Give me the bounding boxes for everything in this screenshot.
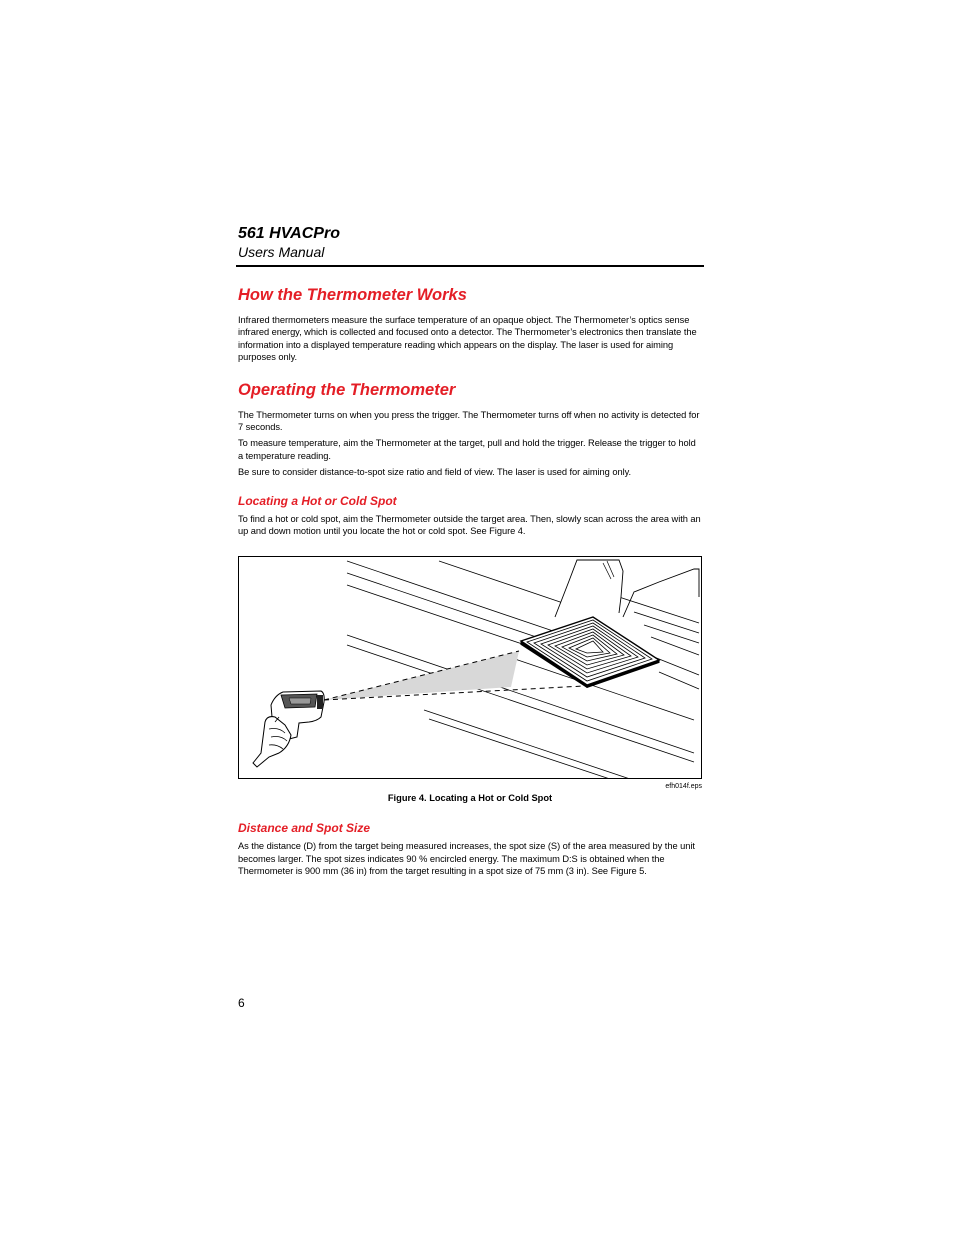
page-content	[238, 284, 702, 882]
paragraph: As the distance (D) from the target being measured increases, the spot size (S) of the area measured by the unit becomes larger. The spot sizes indicates 90 % encircled energy. The maximum D:S is obtained when the Thermometer is 900 mm (36 in) from the target resulting in a spot size of 75 mm (3 in). See Figure 5.	[238, 841, 695, 877]
figure-4-illustration	[238, 556, 702, 779]
figure-file-name: efh014f.eps	[665, 783, 702, 791]
ceiling-diffuser	[521, 617, 659, 688]
section-operating-thermometer	[238, 379, 702, 479]
paragraph: To find a hot or cold spot, aim the Thermometer outside the target area. Then, slowly scan across the area with an up and down motion until you locate the hot or cold spot. See Figure 4.	[238, 513, 701, 537]
duct-right	[623, 569, 699, 617]
paragraph: The Thermometer turns on when you press the trigger. The Thermometer turns off when no activity is detected for 7 seconds.	[238, 409, 700, 433]
ir-thermometer-in-hand	[253, 691, 324, 767]
section-how-thermometer-works	[238, 284, 702, 364]
page-header	[238, 224, 704, 261]
header-rule	[236, 265, 704, 267]
paragraph: Be sure to consider distance-to-spot size ratio and field of view. The laser is used for aiming only.	[238, 467, 632, 478]
ceiling-lines	[347, 561, 699, 778]
subsection-title: Locating a Hot or Cold Spot	[238, 493, 397, 508]
manual-subtitle: Users Manual	[238, 244, 325, 260]
paragraph: Infrared thermometers measure the surface temperature of an opaque object. The Thermometer’s optics sense infrared energy, which is collected and focused onto a detector. The Thermometer’s electronics then translate the information into a displayed temperature reading which appears on the display. The laser is used for aiming purposes only.	[238, 315, 697, 363]
figure-caption: Figure 4. Locating a Hot or Cold Spot	[387, 793, 553, 804]
section-distance-spot-size	[238, 820, 702, 877]
product-title: 561 HVACPro	[238, 225, 340, 242]
section-locating-hot-cold-spot	[238, 493, 702, 538]
section-title: Operating the Thermometer	[238, 380, 456, 399]
ceiling-vent-illustration	[239, 557, 701, 778]
duct-left	[555, 560, 623, 617]
subsection-title: Distance and Spot Size	[238, 821, 371, 836]
paragraph: To measure temperature, aim the Thermometer at the target, pull and hold the trigger. Release the trigger to hold a temperature reading.	[238, 438, 696, 461]
section-title: How the Thermometer Works	[238, 286, 467, 304]
page-number: 6	[238, 996, 245, 1010]
